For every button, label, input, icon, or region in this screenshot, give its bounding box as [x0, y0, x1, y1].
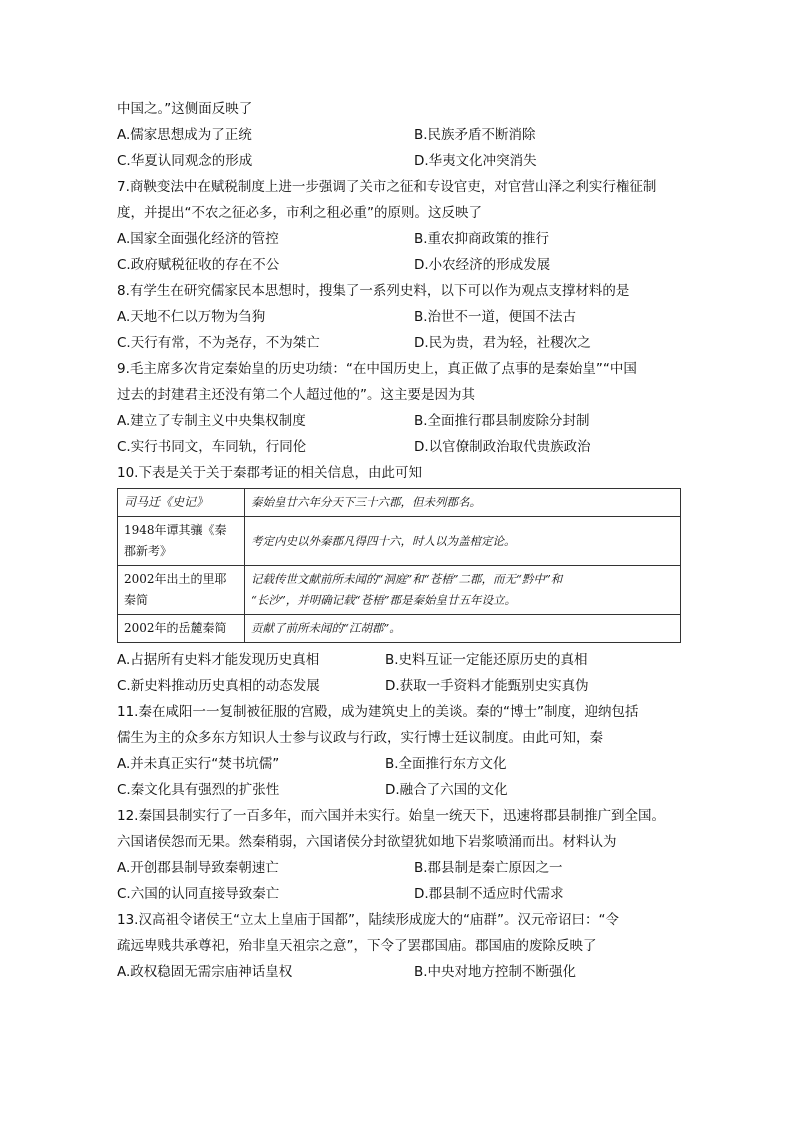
q10-source-table [117, 488, 681, 643]
q12-options-row2 [117, 881, 687, 907]
q7-options-row1 [117, 226, 687, 252]
table-row [118, 615, 681, 643]
q8-option-d: D.民为贵，君为轻，社稷次之 [414, 335, 591, 351]
q6-option-b: B.民族矛盾不断消除 [414, 127, 536, 143]
q9-option-c: C.实行书同文，车同轨，行同伦 [117, 439, 307, 455]
table-cell-content: 考定内史以外秦郡凡得四十六，时人以为盖棺定论。 [245, 517, 681, 566]
q6-stem: 中国之。”这侧面反映了 [117, 101, 253, 117]
q11-option-a: A.并未真正实行“焚书坑儒” [117, 756, 280, 772]
table-cell-content: 记载传世文献前所未闻的“洞庭”和“苍梧”二郡，而无“黔中”和 “长沙”，并明确记载“苍梧”郡是秦始皇廿五年设立。 [245, 566, 681, 615]
q8-stem: 8.有学生在研究儒家民本思想时，搜集了一系列史料，以下可以作为观点支撑材料的是 [117, 283, 630, 299]
q11-options-row2 [117, 777, 687, 803]
q7-option-c: C.政府赋税征收的存在不公 [117, 257, 280, 273]
q10-option-b: B.史料互证一定能还原历史的真相 [385, 652, 588, 668]
q9-stem-line2: 过去的封建君主还没有第二个人超过他的”。这主要是因为其 [117, 387, 475, 403]
q9-options-row2 [117, 434, 687, 460]
q12-option-b: B.郡县制是秦亡原因之一 [414, 860, 563, 876]
table-cell-source: 司马迁《史记》 [118, 489, 245, 517]
q12-option-a: A.开创郡县制导致秦朝速亡 [117, 860, 279, 876]
table-cell-source: 2002年的岳麓秦简 [118, 615, 245, 643]
q7-stem-line1: 7.商鞅变法中在赋税制度上进一步强调了关市之征和专设官吏，对官营山泽之利实行権征制 [117, 179, 657, 195]
table-row [118, 566, 681, 615]
q6-option-d: D.华夷文化冲突消失 [414, 153, 537, 169]
q13-options-row1 [117, 959, 687, 985]
q8-option-b: B.治世不一道，便国不法古 [414, 309, 577, 325]
q9-option-b: B.全面推行郡县制废除分封制 [414, 413, 590, 429]
q11-options-row1 [117, 751, 687, 777]
exam-page [117, 96, 687, 985]
q6-options-row1 [117, 122, 687, 148]
q13-stem-line1: 13.汉高祖令诸侯王“立太上皇庙于国都”，陆续形成庞大的“庙群”。汉元帝诏曰：“令 [117, 912, 619, 928]
q7-option-b: B.重农抑商政策的推行 [414, 231, 550, 247]
q10-option-c: C.新史料推动历史真相的动态发展 [117, 678, 320, 694]
q12-stem-line2: 六国诸侯怨而无果。然秦稍弱，六国诸侯分封欲望犹如地下岩浆喷涌而出。材料认为 [117, 834, 617, 850]
q12-options-row1 [117, 855, 687, 881]
table-row [118, 517, 681, 566]
q6-option-a: A.儒家思想成为了正统 [117, 127, 252, 143]
q10-stem: 10.下表是关于关于秦郡考证的相关信息，由此可知 [117, 465, 422, 481]
q8-options-row2 [117, 330, 687, 356]
q12-option-c: C.六国的认同直接导致秦亡 [117, 886, 280, 902]
table-row [118, 489, 681, 517]
q13-option-a: A.政权稳固无需宗庙神话皇权 [117, 964, 293, 980]
q7-option-d: D.小农经济的形成发展 [414, 257, 551, 273]
q7-options-row2 [117, 252, 687, 278]
q6-options-row2 [117, 148, 687, 174]
q8-option-a: A.天地不仁以万物为刍狗 [117, 309, 266, 325]
q10-options-row2 [117, 673, 687, 699]
table-cell-content: 秦始皇廿六年分天下三十六郡，但未列郡名。 [245, 489, 681, 517]
q7-stem-line2: 度，并提出“不农之征必多，市利之租必重”的原则。这反映了 [117, 205, 482, 221]
q12-option-d: D.郡县制不适应时代需求 [414, 886, 564, 902]
q9-options-row1 [117, 408, 687, 434]
q12-stem-line1: 12.秦国县制实行了一百多年，而六国并未实行。始皇一统天下，迅速将郡县制推广到全国。 [117, 808, 665, 824]
q11-option-d: D.融合了六国的文化 [385, 782, 508, 798]
q11-option-c: C.秦文化具有强烈的扩张性 [117, 782, 280, 798]
table-cell-source: 2002年出土的里耶 秦简 [118, 566, 245, 615]
table-cell-content: 贡献了前所未闻的“江胡郡”。 [245, 615, 681, 643]
q9-stem-line1: 9.毛主席多次肯定秦始皇的历史功绩：“在中国历史上，真正做了点事的是秦始皇”“中国 [117, 361, 637, 377]
q6-option-c: C.华夏认同观念的形成 [117, 153, 253, 169]
q9-option-a: A.建立了专制主义中央集权制度 [117, 413, 306, 429]
q10-option-a: A.占据所有史料才能发现历史真相 [117, 652, 320, 668]
q9-option-d: D.以官僚制政治取代贵族政治 [414, 439, 591, 455]
q13-option-b: B.中央对地方控制不断强化 [414, 964, 577, 980]
q11-stem-line1: 11.秦在咸阳一一复制被征服的宫殿，成为建筑史上的美谈。秦的“博士”制度，迎纳包括 [117, 704, 639, 720]
q7-option-a: A.国家全面强化经济的管控 [117, 231, 279, 247]
q13-stem-line2: 疏远卑贱共承尊祀，殆非皇天祖宗之意”，下令了罢郡国庙。郡国庙的废除反映了 [117, 938, 597, 954]
q8-option-c: C.天行有常，不为尧存，不为桀亡 [117, 335, 320, 351]
q10-option-d: D.获取一手资料才能甄别史实真伪 [385, 678, 589, 694]
q10-options-row1 [117, 647, 687, 673]
q11-option-b: B.全面推行东方文化 [385, 756, 507, 772]
q11-stem-line2: 儒生为主的众多东方知识人士参与议政与行政，实行博士廷议制度。由此可知，秦 [117, 730, 603, 746]
q8-options-row1 [117, 304, 687, 330]
table-cell-source: 1948年谭其骧《秦 郡新考》 [118, 517, 245, 566]
